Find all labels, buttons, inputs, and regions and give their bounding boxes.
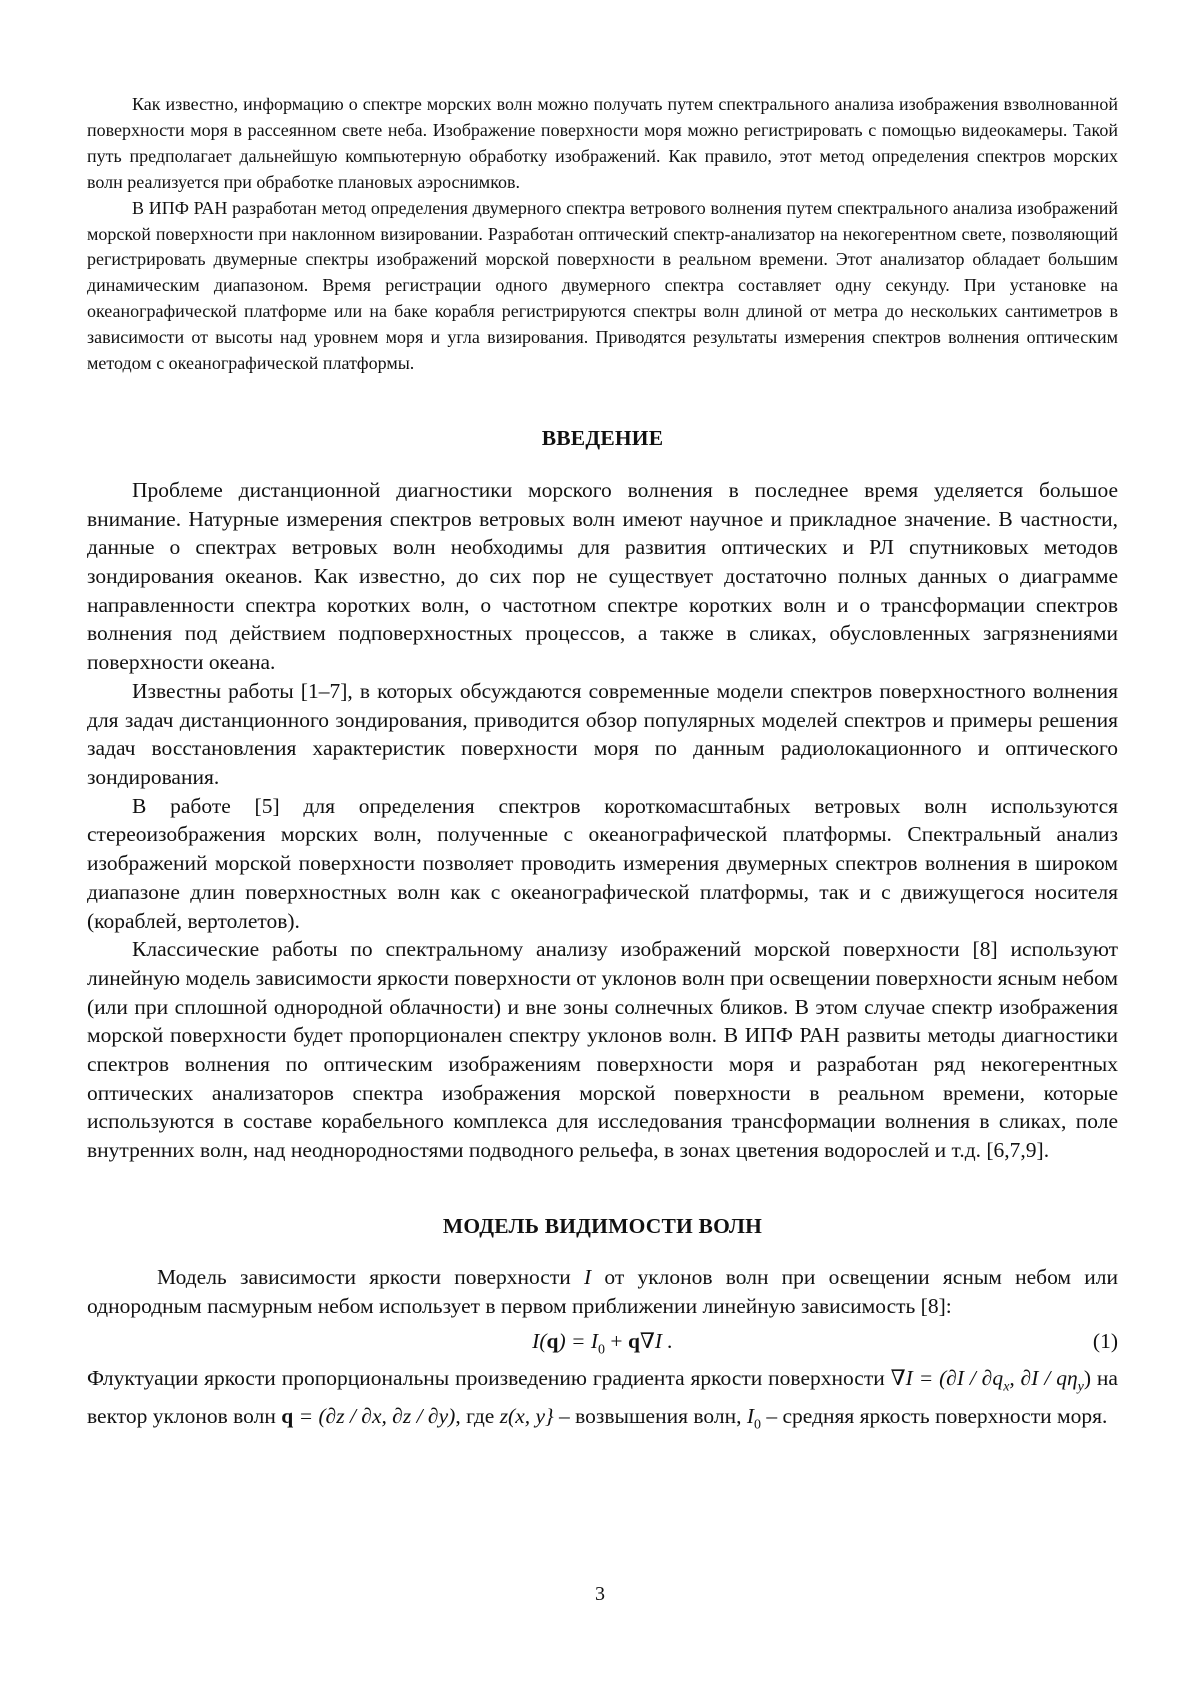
brightness-symbol: I [583, 1264, 592, 1289]
eq-plus: + [605, 1329, 628, 1354]
model-lead-text-1: Модель зависимости яркости поверхности [157, 1264, 584, 1289]
after-text-4: – возвышения волн, [553, 1404, 747, 1429]
grad-sub-y: y [1077, 1379, 1084, 1395]
model-lead-text-2: от уклонов волн при освещении ясным небом или однородным пасмурным небом использует в первом приближении линейную зависимость [8]: [87, 1264, 1118, 1318]
introduction-heading: ВВЕДЕНИЕ [541, 425, 664, 450]
equation-1 [87, 1322, 1118, 1360]
slope-formula: = (∂z / ∂x, ∂z / ∂y) [293, 1404, 456, 1429]
eq-sub0: 0 [598, 1342, 606, 1358]
model-lead-paragraph [87, 1263, 1118, 1320]
page-body [87, 92, 1118, 1440]
abstract [87, 92, 1118, 377]
slope-vector-q: q [281, 1404, 294, 1429]
equation-number: (1) [1092, 1329, 1118, 1354]
eq-mid: ) = I [558, 1329, 599, 1354]
grad-part-a: ∇I = (∂I / ∂q [890, 1366, 1004, 1391]
gradient-formula [890, 1366, 1092, 1395]
grad-part-c: ) [1083, 1366, 1092, 1391]
eq-q2: q [627, 1329, 640, 1354]
eq-rhs: ∇I . [639, 1329, 673, 1354]
page-number: 3 [595, 1583, 605, 1605]
model-section [87, 1214, 1118, 1440]
after-text-2: на вектор уклонов волн [87, 1366, 1118, 1429]
after-text-5: – средняя яркость поверхности моря. [761, 1404, 1108, 1429]
mean-brightness-symbol [746, 1404, 762, 1433]
elevation-formula: z(x, y} [499, 1404, 554, 1429]
intro-paragraph-1: Проблеме дистанционной диагностики морского волнения в последнее время уделяется большое внимание. Натурные измерения спектров ветровых волн имеют научное и прикладное значение. В частности, данные о спектрах ветровых волн необходимы для развития оптических и РЛ спутниковых методов зондирования океанов. Как известно, до сих пор не существует достаточно полных данных о диаграмме направленности спектра коротких волн, о частотном спектре коротких волн и о трансформации спектров волнения под действием подповерхностных процессов, а также в сликах, обусловленных загрязнениями поверхности океана. [87, 477, 1118, 675]
introduction-section [87, 426, 1118, 1165]
model-heading: МОДЕЛЬ ВИДИМОСТИ ВОЛН [442, 1213, 763, 1238]
intro-paragraph-2: Известны работы [1–7], в которых обсуждаются современные модели спектров поверхностного волнения для задач дистанционного зондирования, приводится обзор популярных моделей спектров и примеры решения задач восстановления характеристик поверхности моря по данным радиолокационного и оптического зондирования. [87, 678, 1118, 789]
after-text-1: Флуктуации яркости пропорциональны произведению градиента яркости поверхности [87, 1366, 891, 1391]
grad-part-b: , ∂I / qη [1009, 1366, 1078, 1391]
model-after-paragraph [87, 1364, 1118, 1440]
intro-paragraph-3: В работе [5] для определения спектров короткомасштабных ветровых волн используются стереоизображения морских волн, полученные с океанографической платформы. Спектральный анализ изображений морской поверхности позволяет проводить измерения двумерных спектров волнения в широком диапазоне длин поверхностных волн как с океанографической платформы, так и с движущегося носителя (кораблей, вертолетов). [87, 793, 1118, 933]
eq-lhs: I( [532, 1329, 547, 1354]
abstract-paragraph-2: В ИПФ РАН разработан метод определения двумерного спектра ветрового волнения путем спектрального анализа изображений морской поверхности при наклонном визировании. Разработан оптический спектр-анализатор на некогерентном свете, позволяющий регистрировать двумерные спектры изображений морской поверхности в реальном времени. Этот анализатор обладает большим динамическим диапазоном. Время регистрации одного двумерного спектра составляет одну секунду. При установке на океанографической платформе или на баке корабля регистрируются спектры волн длиной от метра до нескольких сантиметров в зависимости от высоты над уровнем моря и угла визирования. Приводятся результаты измерения спектров волнения оптическим методом с океанографической платформы. [87, 197, 1118, 374]
intro-paragraph-4: Классические работы по спектральному анализу изображений морской поверхности [8] используют линейную модель зависимости яркости поверхности от уклонов волн при освещении поверхности ясным небом (или при сплошной однородной облачности) и вне зоны солнечных бликов. В этом случае спектр изображения морской поверхности будет пропорционален спектру уклонов волн. В ИПФ РАН развиты методы диагностики спектров волнения по оптическим изображениям поверхности моря и разработан ряд некогерентных оптических анализаторов спектра изображения морской поверхности в реальном времени, которые используются в составе корабельного комплекса для исследования трансформации волнения в сликах, поле внутренних волн, над неоднородностями подводного рельефа, в зонах цветения водорослей и т.д. [6,7,9]. [87, 937, 1118, 1163]
abstract-paragraph-1: Как известно, информацию о спектре морских волн можно получать путем спектрального анализа изображения взволнованной поверхности моря в рассеянном свете неба. Изображение поверхности моря можно регистрировать с помощью видеокамеры. Такой путь предполагает дальнейшую компьютерную обработку изображений. Как правило, этот метод определения спектров морских волн реализуется при обработке плановых аэроснимков. [87, 94, 1118, 192]
after-text-3: , где [455, 1404, 500, 1429]
i0-sub: 0 [754, 1417, 762, 1433]
eq-q: q [546, 1329, 559, 1354]
i0-letter: I [746, 1404, 755, 1429]
grad-sub-x: x [1003, 1379, 1010, 1395]
